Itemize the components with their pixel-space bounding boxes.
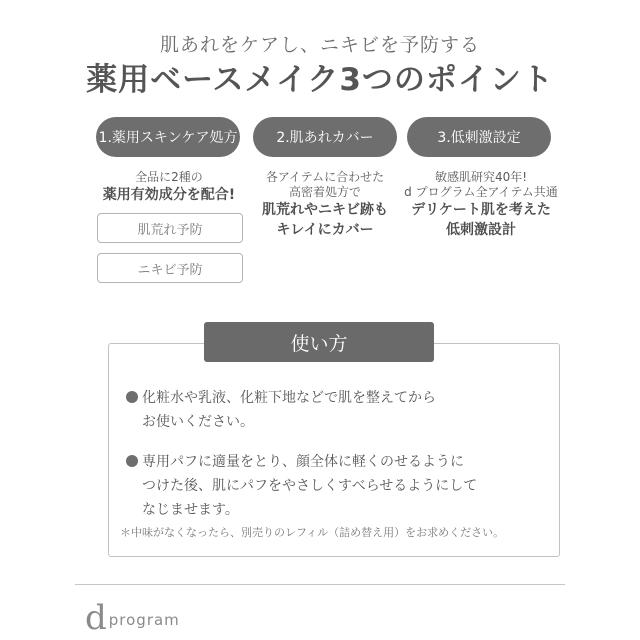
point-1-small-line: 全品に2種の	[135, 170, 203, 184]
point-1-badge: 1.薬用スキンケア処方	[96, 117, 240, 157]
point-2-small-line: 各アイテムに合わせた	[265, 170, 385, 184]
page-title: 薬用ベースメイク3つのポイント	[86, 62, 554, 98]
usage-header: 使い方	[204, 322, 434, 362]
usage-step-2	[126, 450, 546, 522]
point-3-small-line: 敏感肌研究40年!	[434, 170, 528, 184]
point-1-description	[84, 170, 254, 205]
tag-acne-prevention-rough: 肌荒れ予防	[97, 213, 243, 243]
brand-logo	[85, 595, 180, 638]
logo-mark: d	[85, 598, 107, 638]
footer-divider	[75, 584, 565, 585]
usage-step-2-line: 専用パフに適量をとり、顔全体に軽くのせるように	[142, 454, 464, 470]
logo-wordmark: program	[108, 611, 180, 629]
usage-step-2-line: なじませます。	[142, 502, 239, 518]
bullet-dot-icon	[126, 455, 138, 467]
point-2-strong-line: 肌荒れやニキビ跡も	[262, 202, 388, 218]
point-2-badge: 2.肌あれカバー	[253, 117, 397, 157]
refill-note: ＊中味がなくなったら、別売りのレフィル（詰め替え用）をお求めください。	[120, 526, 505, 539]
usage-step-1-line: お使いください。	[142, 414, 254, 430]
point-1-strong-line: 薬用有効成分を配合!	[102, 187, 236, 203]
point-3-small-line: d プログラム全アイテム共通	[404, 185, 558, 199]
point-3-strong-line: 低刺激設計	[446, 222, 516, 238]
point-2-description	[240, 170, 410, 240]
usage-step-2-line: つけた後、肌にパフをやさしくすべらせるようにして	[142, 478, 478, 494]
point-3-strong-line: デリケート肌を考えた	[411, 202, 551, 218]
usage-step-1-line: 化粧水や乳液、化粧下地などで肌を整えてから	[142, 390, 436, 406]
usage-step-1	[126, 386, 546, 434]
bullet-dot-icon	[126, 391, 138, 403]
page-subtitle: 肌あれをケアし、ニキビを予防する	[159, 34, 480, 56]
point-3-badge: 3.低刺激設定	[407, 117, 551, 157]
point-2-strong-line: キレイにカバー	[276, 222, 374, 238]
tag-acne-prevention: ニキビ予防	[97, 253, 243, 283]
point-3-description	[396, 170, 566, 240]
point-2-small-line: 高密着処方で	[288, 185, 361, 199]
